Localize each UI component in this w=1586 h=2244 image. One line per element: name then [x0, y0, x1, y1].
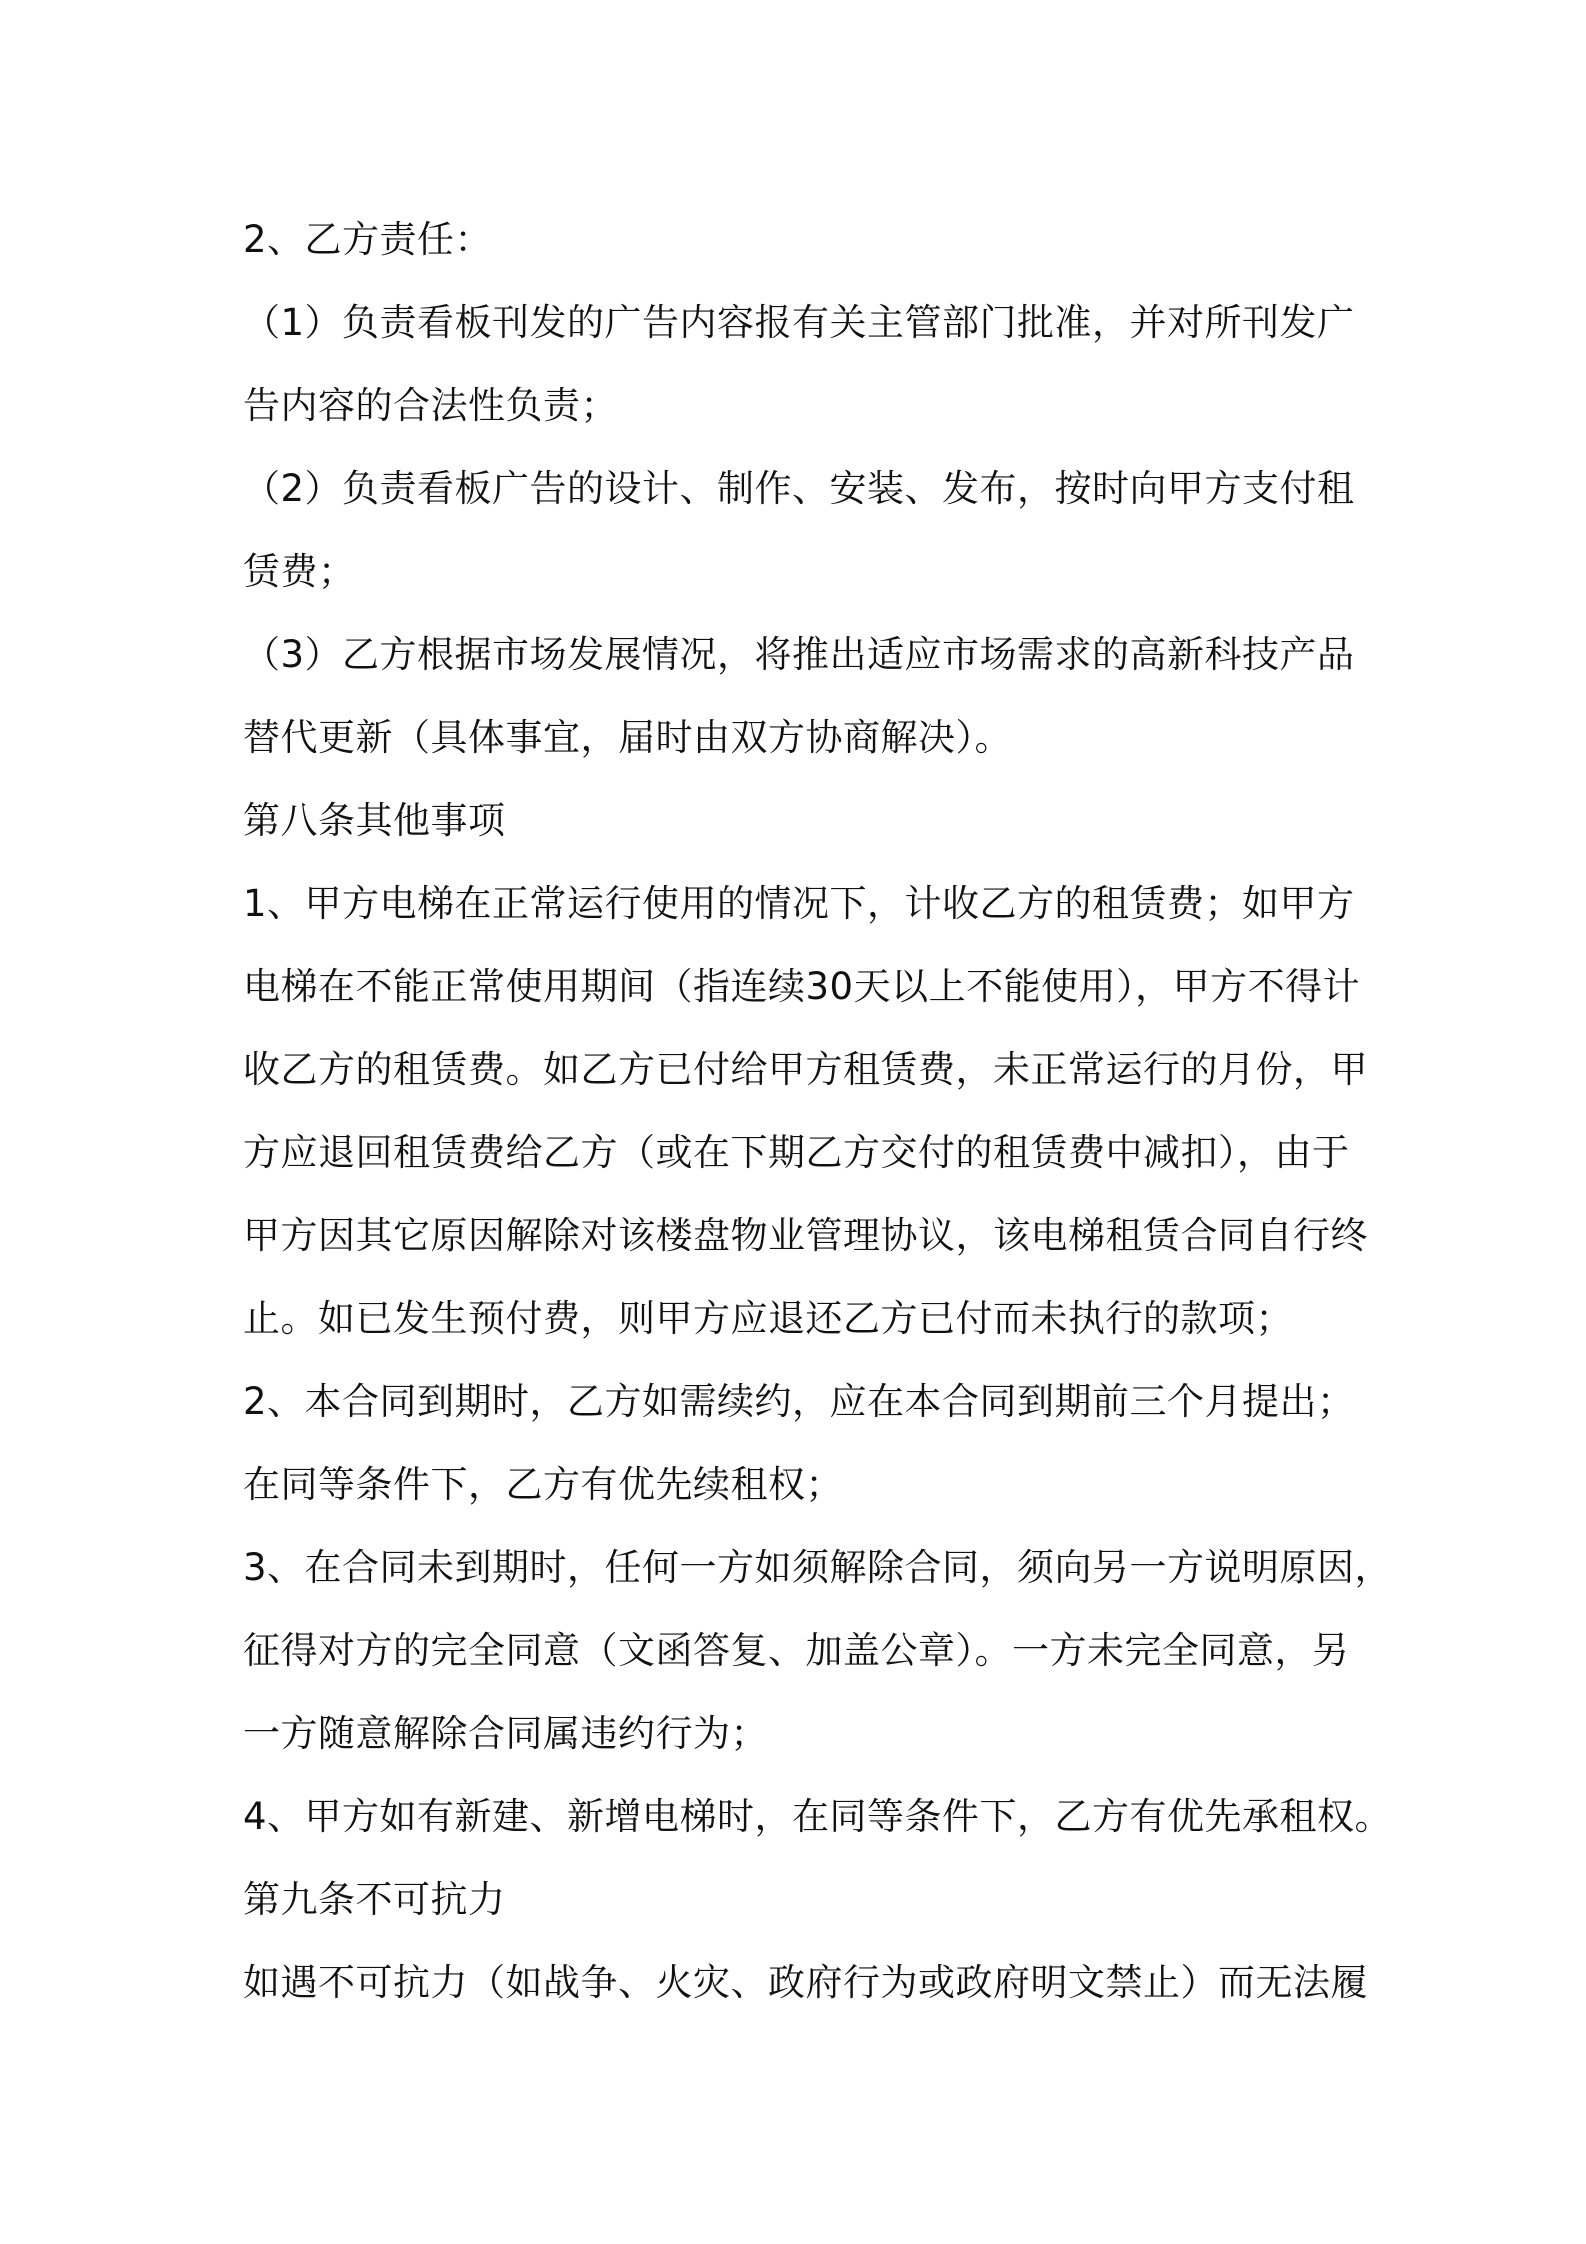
text-line: （2）负责看板广告的设计、制作、安装、发布，按时向甲方支付租 — [243, 467, 1355, 510]
text-line: 方应退回租赁费给乙方（或在下期乙方交付的租赁费中减扣），由于 — [243, 1131, 1350, 1174]
section-heading: 2、乙方责任： — [243, 218, 493, 261]
text-line: 替代更新（具体事宜，届时由双方协商解决）。 — [243, 716, 1012, 759]
article-heading: 第九条不可抗力 — [243, 1878, 506, 1921]
text-line: 在同等条件下，乙方有优先续租权； — [243, 1463, 843, 1506]
text-line: 甲方因其它原因解除对该楼盘物业管理协议，该电梯租赁合同自行终 — [243, 1214, 1368, 1257]
text-line: 2、本合同到期时，乙方如需续约，应在本合同到期前三个月提出； — [243, 1380, 1355, 1423]
text-line: 4、甲方如有新建、新增电梯时，在同等条件下，乙方有优先承租权。 — [243, 1795, 1393, 1838]
text-line: 告内容的合法性负责； — [243, 384, 618, 427]
text-line: （1）负责看板刊发的广告内容报有关主管部门批准，并对所刊发广 — [243, 301, 1355, 344]
text-line: 征得对方的完全同意（文函答复、加盖公章）。一方未完全同意，另 — [243, 1629, 1350, 1672]
text-line: 收乙方的租赁费。如乙方已付给甲方租赁费，未正常运行的月份，甲 — [243, 1048, 1368, 1091]
text-line: 一方随意解除合同属违约行为； — [243, 1712, 768, 1755]
text-line: （3）乙方根据市场发展情况，将推出适应市场需求的高新科技产品 — [243, 633, 1355, 676]
text-line: 如遇不可抗力（如战争、火灾、政府行为或政府明文禁止）而无法履 — [243, 1961, 1368, 2004]
text-line: 电梯在不能正常使用期间（指连续30天以上不能使用），甲方不得计 — [243, 965, 1361, 1008]
text-line: 止。如已发生预付费，则甲方应退还乙方已付而未执行的款项； — [243, 1297, 1293, 1340]
text-line: 1、甲方电梯在正常运行使用的情况下，计收乙方的租赁费；如甲方 — [243, 882, 1355, 925]
text-line: 赁费； — [243, 550, 356, 593]
text-line: 3、在合同未到期时，任何一方如须解除合同，须向另一方说明原因， — [243, 1546, 1393, 1589]
document-body — [243, 198, 1393, 2024]
article-heading: 第八条其他事项 — [243, 799, 506, 842]
